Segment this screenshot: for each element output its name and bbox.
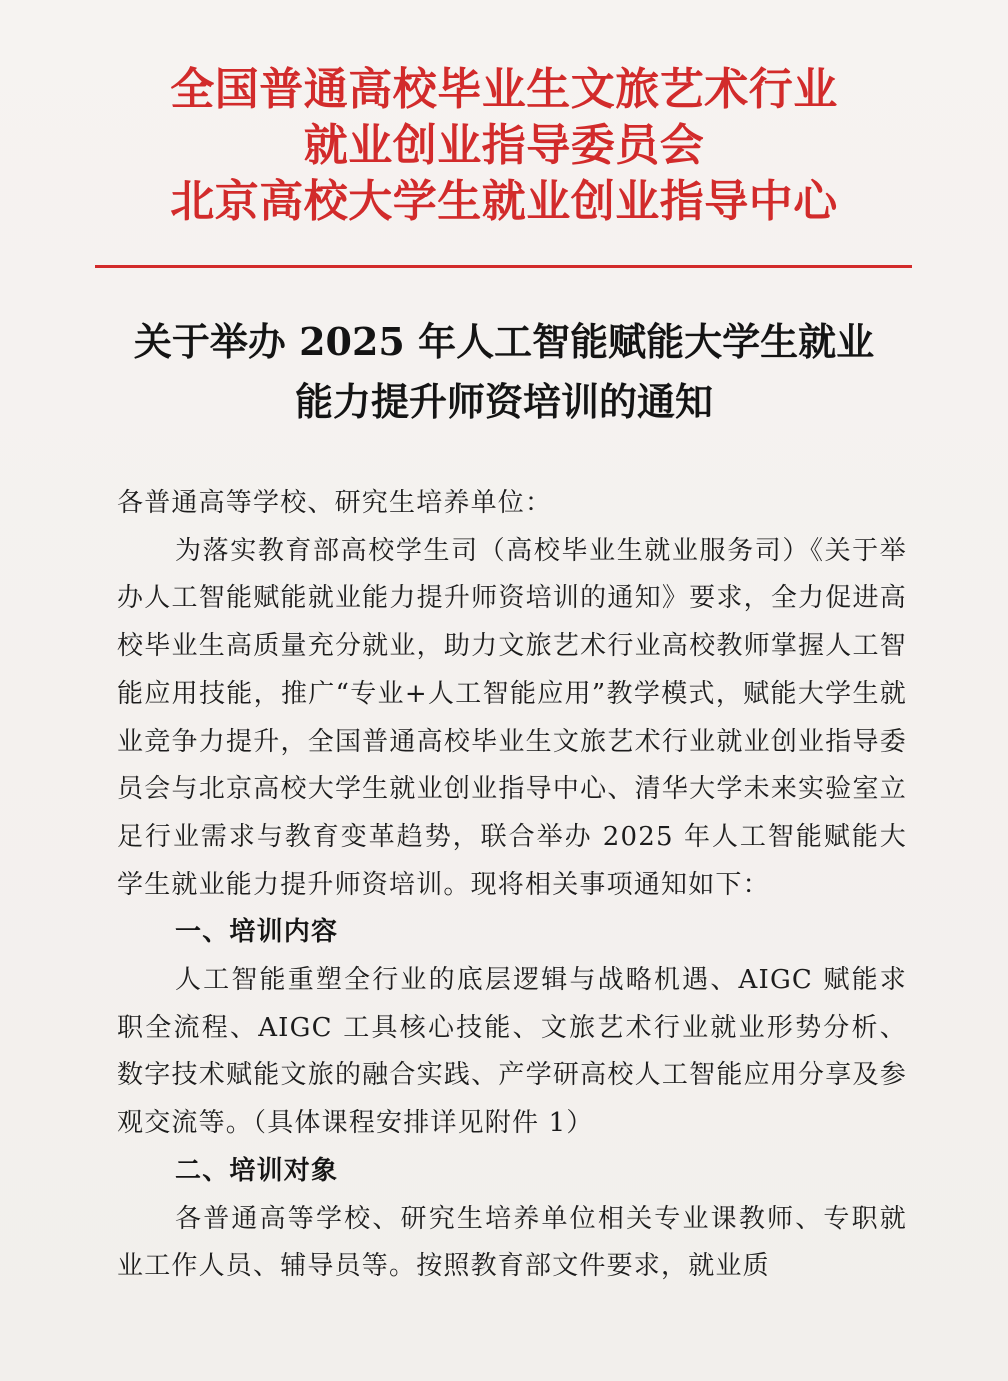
title-line-2: 能力提升师资培训的通知	[294, 379, 713, 424]
section-1-text: 人工智能重塑全行业的底层逻辑与战略机遇、AIGC 赋能求职全流程、AIGC 工具核心技能、文旅艺术行业就业形势分析、数字技术赋能文旅的融合实践、产学研高校人工智能应用分享及参观交流等。（具体课程安排详见附件 1）	[117, 965, 907, 1139]
letterhead-line-1: 全国普通高校毕业生文旅艺术行业	[170, 64, 838, 115]
document-body	[117, 480, 907, 1291]
letterhead-line-3: 北京高校大学生就业创业指导中心	[170, 176, 838, 227]
section-2-text: 各普通高等学校、研究生培养单位相关专业课教师、专职就业工作人员、辅导员等。按照教育部文件要求，就业质	[117, 1203, 907, 1282]
document-title	[0, 312, 1008, 432]
letterhead	[0, 62, 1008, 230]
section-1-heading: 一、培训内容	[175, 917, 339, 948]
intro-paragraph: 为落实教育部高校学生司（高校毕业生就业服务司）《关于举办人工智能赋能就业能力提升师资培训的通知》要求，全力促进高校毕业生高质量充分就业，助力文旅艺术行业高校教师掌握人工智能应用技能，推广“专业+人工智能应用”教学模式，赋能大学生就业竞争力提升，全国普通高校毕业生文旅艺术行业就业创业指导委员会与北京高校大学生就业创业指导中心、清华大学未来实验室立足行业需求与教育变革趋势，联合举办 2025 年人工智能赋能大学生就业能力提升师资培训。现将相关事项通知如下：	[117, 535, 907, 900]
title-line-1: 关于举办 2025 年人工智能赋能大学生就业	[133, 319, 875, 364]
letterhead-line-2: 就业创业指导委员会	[303, 120, 705, 171]
salutation: 各普通高等学校、研究生培养单位：	[117, 488, 553, 518]
letterhead-divider	[95, 265, 912, 268]
section-2-heading: 二、培训对象	[175, 1155, 339, 1186]
